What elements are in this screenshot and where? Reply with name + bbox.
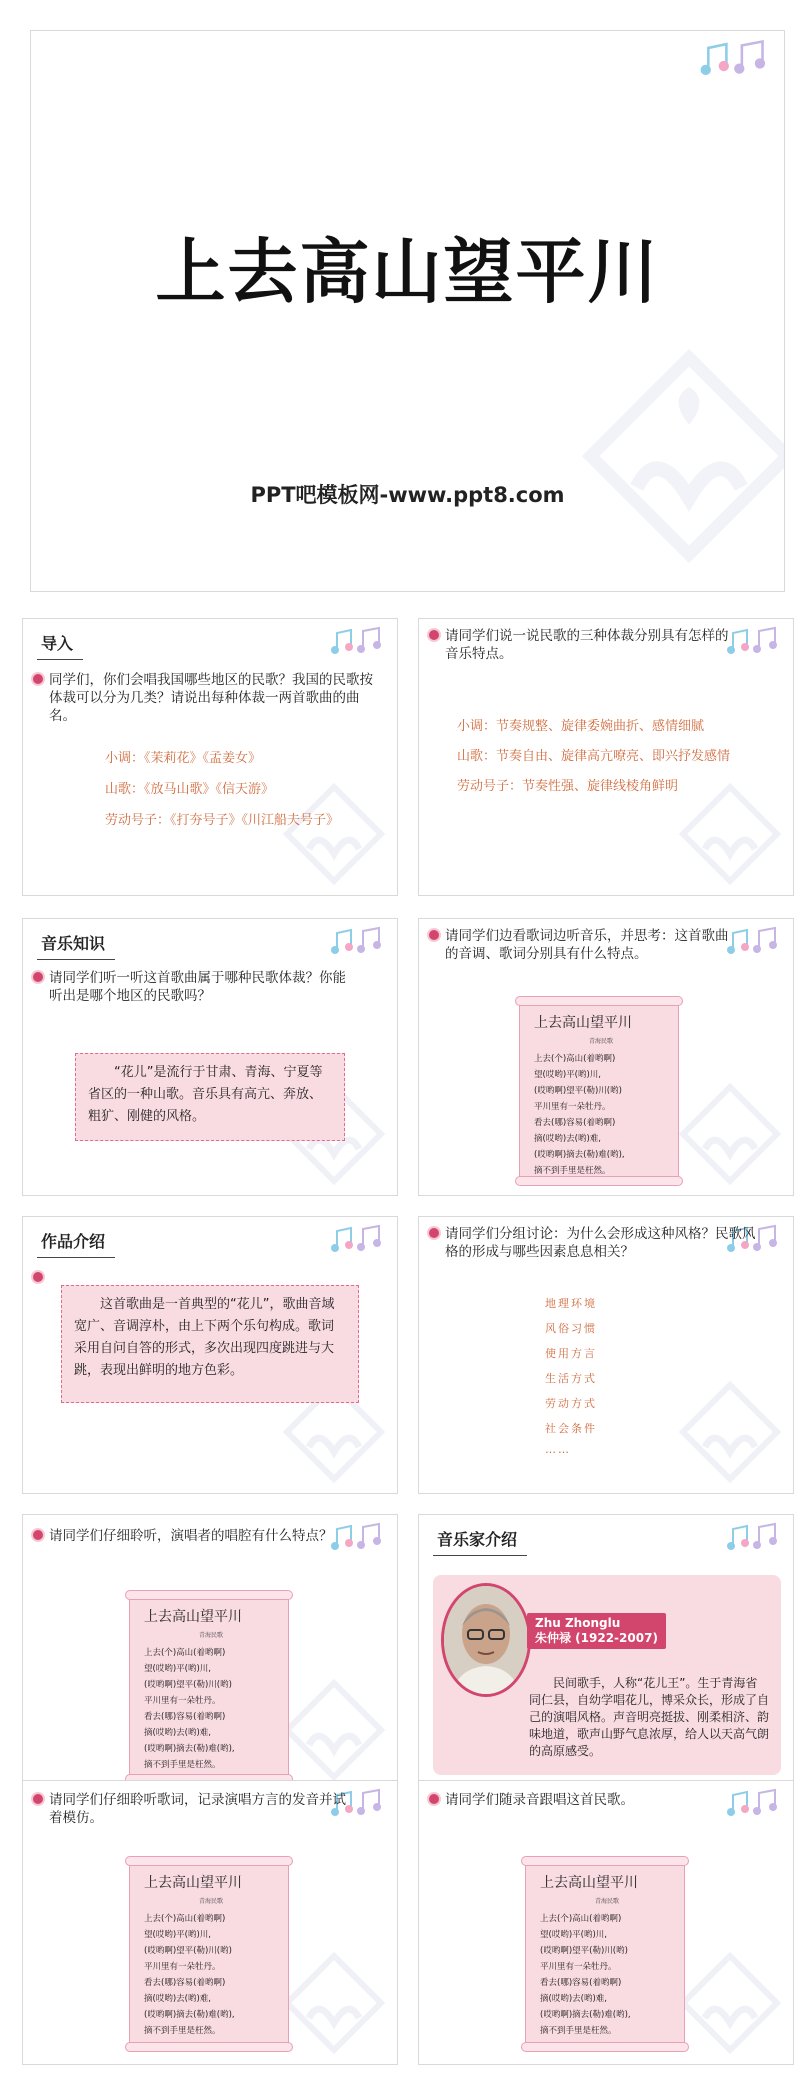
- info-box: 这首歌曲是一首典型的“花儿”，歌曲音域宽广、音调淳朴，由上下两个乐句构成。歌词采用自问自答的形式，多次出现四度跳进与大跳，表现出鲜明的地方色彩。: [61, 1285, 359, 1403]
- answer-line: 劳动号子：《打夯号子》《川江船夫号子》: [105, 813, 340, 828]
- question-text: 请同学们分组讨论：为什么会形成这种风格？民歌风格的形成与哪些因素息息相关？: [429, 1225, 763, 1261]
- musician-portrait: [441, 1583, 531, 1697]
- factor-item: 使用方言: [545, 1347, 597, 1360]
- section-title: 作品介绍: [41, 1229, 105, 1255]
- bullet-dot-icon: [33, 1530, 43, 1540]
- slide-music-knowledge: [22, 918, 398, 1196]
- lyrics-subtitle: 青海民歌: [198, 1632, 223, 1639]
- slide-genre-features: [418, 618, 794, 896]
- music-notes-icon: [698, 37, 778, 77]
- watermark-hands-icon: [675, 1948, 785, 2058]
- question-text: 请同学们边看歌词边听音乐，并思考：这首歌曲的音调、歌词分别具有什么特点。: [429, 927, 733, 963]
- lyrics-line: 平川里有一朵牡丹。: [534, 1102, 611, 1112]
- slide-singing-style: [22, 1514, 398, 1792]
- factor-item: 地理环境: [545, 1297, 597, 1310]
- lyrics-scroll: [129, 1595, 289, 1779]
- factor-item: 劳动方式: [545, 1397, 597, 1410]
- lyrics-scroll: [519, 1001, 679, 1181]
- lyrics-line: 摘不到手里是枉然。: [144, 2026, 221, 2036]
- portrait-image: [444, 1586, 528, 1694]
- bullet-dot-icon: [429, 630, 439, 640]
- lyrics-line: 摘不到手里是枉然。: [540, 2026, 617, 2036]
- watermark-hands-icon: [279, 1948, 389, 2058]
- question-text: 请同学们听一听这首歌曲属于哪种民歌体裁？你能听出是哪个地区的民歌吗？: [33, 969, 357, 1005]
- bio-text: 民间歌手，人称“花儿王”。生于青海省同仁县，自幼学唱花儿，博采众长，形成了自己的演唱风格。声音明亮挺拔、刚柔相济、韵味地道，歌声山野气息浓厚，给人以天高气朗的高原感受。: [529, 1676, 770, 1758]
- lyrics-line: 望(哎哟)平(哟)川,: [144, 1930, 211, 1940]
- lyrics-line: 上去(个)高山(着哟啊): [144, 1914, 226, 1924]
- lyrics-title: 上去高山望平川: [144, 1875, 242, 1891]
- lyrics-line: 看去(哪)容易(着哟啊): [534, 1118, 616, 1128]
- watermark-hands-icon: [675, 779, 785, 889]
- factor-item: 生活方式: [545, 1372, 597, 1385]
- lyrics-line: 摘(哎哟)去(哟)难,: [540, 1994, 607, 2004]
- lyrics-line: (哎哟啊)摘去(勒)难(哟),: [540, 2010, 631, 2020]
- lyrics-line: 摘不到手里是枉然。: [534, 1166, 611, 1176]
- music-notes-icon: [329, 625, 391, 655]
- lyrics-line: 看去(哪)容易(着哟啊): [540, 1978, 622, 1988]
- music-notes-icon: [725, 925, 787, 955]
- question-text: 请同学们仔细聆听歌词，记录演唱方言的发音并试着模仿。: [33, 1791, 357, 1827]
- slide-sing-along: [418, 1780, 794, 2065]
- section-title: 导入: [41, 631, 73, 657]
- bullet-dot-icon: [429, 1794, 439, 1804]
- answer-line: 小调：节奏规整、旋律委婉曲折、感情细腻: [457, 719, 705, 734]
- slide-musician-intro: [418, 1514, 794, 1792]
- lyrics-line: (哎哟啊)望平(勒)川(哟): [144, 1680, 232, 1690]
- name-badge: [527, 1613, 666, 1649]
- slide-dialect-imitation: [22, 1780, 398, 2065]
- slide-work-intro: [22, 1216, 398, 1494]
- info-box: “花儿”是流行于甘肃、青海、宁夏等省区的一种山歌。音乐具有高亢、奔放、粗犷、刚健的风格。: [75, 1053, 345, 1141]
- lyrics-line: 摘不到手里是枉然。: [144, 1760, 221, 1770]
- lyrics-line: (哎哟啊)望平(勒)川(哟): [534, 1086, 622, 1096]
- lyrics-line: 望(哎哟)平(哟)川,: [534, 1070, 601, 1080]
- lyrics-line: 上去(个)高山(着哟啊): [144, 1648, 226, 1658]
- bullet-dot-icon: [33, 674, 43, 684]
- lyrics-line: 摘(哎哟)去(哟)难,: [534, 1134, 601, 1144]
- question-text: 请同学们说一说民歌的三种体裁分别具有怎样的音乐特点。: [429, 627, 733, 663]
- answer-line: 山歌：节奏自由、旋律高亢嘹亮、即兴抒发感情: [457, 749, 731, 764]
- lyrics-line: (哎哟啊)摘去(勒)难(哟),: [144, 2010, 235, 2020]
- lyrics-line: 上去(个)高山(着哟啊): [534, 1054, 616, 1064]
- cover-slide: [30, 30, 785, 592]
- lyrics-line: 望(哎哟)平(哟)川,: [540, 1930, 607, 1940]
- watermark-hands-icon: [574, 341, 785, 571]
- slide-style-discussion: [418, 1216, 794, 1494]
- lyrics-line: 看去(哪)容易(着哟啊): [144, 1712, 226, 1722]
- lyrics-line: 平川里有一朵牡丹。: [144, 1696, 221, 1706]
- bullet-dot-icon: [429, 1228, 439, 1238]
- bullet-dot-icon: [33, 972, 43, 982]
- lyrics-scroll: [129, 1861, 289, 2047]
- lyrics-line: 上去(个)高山(着哟啊): [540, 1914, 622, 1924]
- lyrics-line: (哎哟啊)望平(勒)川(哟): [540, 1946, 628, 1956]
- lyrics-line: (哎哟啊)望平(勒)川(哟): [144, 1946, 232, 1956]
- lyrics-subtitle: 青海民歌: [594, 1898, 619, 1905]
- watermark-hands-icon: [279, 1675, 389, 1785]
- lyrics-subtitle: 青海民歌: [588, 1038, 613, 1045]
- lyrics-line: 望(哎哟)平(哟)川,: [144, 1664, 211, 1674]
- lyrics-line: 摘(哎哟)去(哟)难,: [144, 1994, 211, 2004]
- page-title: 上去高山望平川: [155, 231, 660, 313]
- bullet-dot-icon: [429, 930, 439, 940]
- lyrics-line: 平川里有一朵牡丹。: [540, 1962, 617, 1972]
- lyrics-line: (哎哟啊)摘去(勒)难(哟),: [144, 1744, 235, 1754]
- answer-line: 劳动号子：节奏性强、旋律线棱角鲜明: [457, 779, 679, 794]
- lyrics-title: 上去高山望平川: [534, 1015, 632, 1031]
- question-text: 请同学们仔细聆听，演唱者的唱腔有什么特点？: [33, 1527, 357, 1545]
- section-title: 音乐家介绍: [437, 1527, 517, 1553]
- factor-item: ……: [545, 1443, 571, 1456]
- slide-intro: [22, 618, 398, 896]
- bullet-dot-icon: [33, 1272, 43, 1282]
- music-notes-icon: [725, 1521, 787, 1551]
- name-en: Zhu Zhonglu: [535, 1616, 621, 1630]
- music-notes-icon: [329, 1223, 391, 1253]
- lyrics-subtitle: 青海民歌: [198, 1898, 223, 1905]
- lyrics-line: (哎哟啊)摘去(勒)难(哟),: [534, 1150, 625, 1160]
- lyrics-title: 上去高山望平川: [144, 1609, 242, 1625]
- section-title: 音乐知识: [41, 931, 105, 957]
- watermark-hands-icon: [675, 1377, 785, 1487]
- name-cn: 朱仲禄 (1922-2007): [535, 1631, 658, 1645]
- lyrics-line: 摘(哎哟)去(哟)难,: [144, 1728, 211, 1738]
- factor-item: 风俗习惯: [545, 1322, 597, 1335]
- lyrics-title: 上去高山望平川: [540, 1875, 638, 1891]
- factor-item: 社会条件: [545, 1422, 597, 1435]
- watermark-hands-icon: [675, 1079, 785, 1189]
- question-text: 请同学们随录音跟唱这首民歌。: [429, 1791, 771, 1809]
- music-notes-icon: [329, 925, 391, 955]
- lyrics-line: 看去(哪)容易(着哟啊): [144, 1978, 226, 1988]
- slide-lyrics-listen: [418, 918, 794, 1196]
- answer-line: 山歌：《放马山歌》《信天游》: [105, 782, 275, 797]
- answer-line: 小调：《茉莉花》《孟姜女》: [105, 751, 262, 766]
- page-subtitle: PPT吧模板网-www.ppt8.com: [250, 483, 565, 507]
- music-notes-icon: [725, 625, 787, 655]
- watermark-hands-icon: [279, 779, 389, 889]
- question-text: 同学们，你们会唱我国哪些地区的民歌？我国的民歌按体裁可以分为几类？请说出每种体裁一两首歌曲的曲名。: [33, 671, 375, 725]
- lyrics-scroll: [525, 1861, 685, 2047]
- bullet-dot-icon: [33, 1794, 43, 1804]
- lyrics-line: 平川里有一朵牡丹。: [144, 1962, 221, 1972]
